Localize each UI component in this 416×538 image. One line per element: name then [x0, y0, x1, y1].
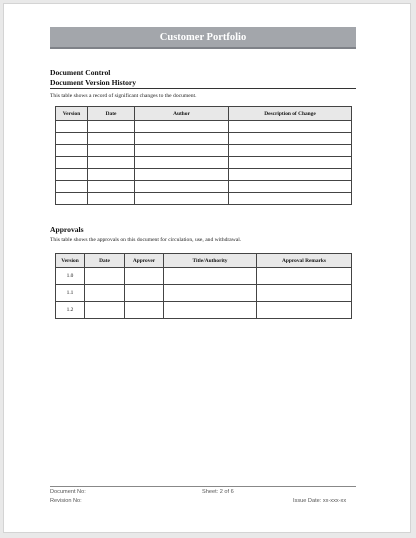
table-cell: 1.2 [56, 302, 85, 319]
table-cell [135, 193, 229, 205]
table-row [56, 181, 352, 193]
document-page [3, 3, 411, 533]
version-history-description: This table shows a record of significant changes to the document. [50, 93, 197, 99]
approvals-table [55, 253, 352, 319]
table-cell [56, 133, 88, 145]
footer-issue-date: Issue Date: xx-xxx-xx [293, 498, 347, 504]
document-title: Customer Portfolio [50, 27, 356, 49]
table-cell [88, 181, 135, 193]
table-cell [88, 169, 135, 181]
table-row [56, 133, 352, 145]
table-cell [125, 268, 164, 285]
table-cell [135, 133, 229, 145]
column-header: Date [88, 107, 135, 121]
column-header: Version [56, 107, 88, 121]
table-cell [56, 121, 88, 133]
table-cell [229, 169, 352, 181]
table-cell [229, 157, 352, 169]
table-cell [135, 145, 229, 157]
table-row [56, 285, 352, 302]
footer-revision-no: Revision No: [50, 498, 82, 504]
table-cell [229, 145, 352, 157]
footer-divider [50, 486, 356, 487]
table-cell [88, 193, 135, 205]
table-cell: 1.0 [56, 268, 85, 285]
table-cell [229, 121, 352, 133]
table-cell [85, 268, 125, 285]
footer-document-no: Document No: [50, 489, 86, 495]
column-header: Date [85, 254, 125, 268]
column-header: Author [135, 107, 229, 121]
approvals-description: This table shows the approvals on this document for circulation, use, and withdrawal. [50, 237, 242, 243]
table-cell [125, 285, 164, 302]
table-cell [164, 302, 257, 319]
section-divider [50, 88, 356, 89]
table-cell [56, 181, 88, 193]
table-cell [229, 193, 352, 205]
table-cell [56, 157, 88, 169]
table-cell [88, 157, 135, 169]
table-row [56, 302, 352, 319]
table-cell [229, 133, 352, 145]
table-cell [257, 302, 352, 319]
document-control-heading: Document Control [50, 68, 111, 77]
column-header: Version [56, 254, 85, 268]
column-header: Description of Change [229, 107, 352, 121]
column-header: Approver [125, 254, 164, 268]
table-cell [56, 193, 88, 205]
table-cell [135, 157, 229, 169]
table-cell [164, 268, 257, 285]
table-cell [85, 285, 125, 302]
table-cell [135, 121, 229, 133]
table-cell [257, 268, 352, 285]
table-row [56, 145, 352, 157]
version-history-table [55, 106, 352, 205]
table-cell [135, 181, 229, 193]
table-cell [85, 302, 125, 319]
table-row [56, 268, 352, 285]
table-cell [88, 133, 135, 145]
approvals-heading: Approvals [50, 225, 84, 234]
column-header: Approval Remarks [257, 254, 352, 268]
table-row [56, 121, 352, 133]
table-cell [135, 169, 229, 181]
version-history-heading: Document Version History [50, 78, 137, 87]
table-cell [56, 145, 88, 157]
table-cell [257, 285, 352, 302]
table-cell: 1.1 [56, 285, 85, 302]
table-cell [88, 121, 135, 133]
footer-sheet: Sheet: 2 of 6 [202, 489, 234, 495]
table-row [56, 169, 352, 181]
table-row [56, 193, 352, 205]
table-cell [56, 169, 88, 181]
table-cell [164, 285, 257, 302]
table-row [56, 157, 352, 169]
table-cell [88, 145, 135, 157]
table-cell [229, 181, 352, 193]
column-header: Title/Authority [164, 254, 257, 268]
table-cell [125, 302, 164, 319]
